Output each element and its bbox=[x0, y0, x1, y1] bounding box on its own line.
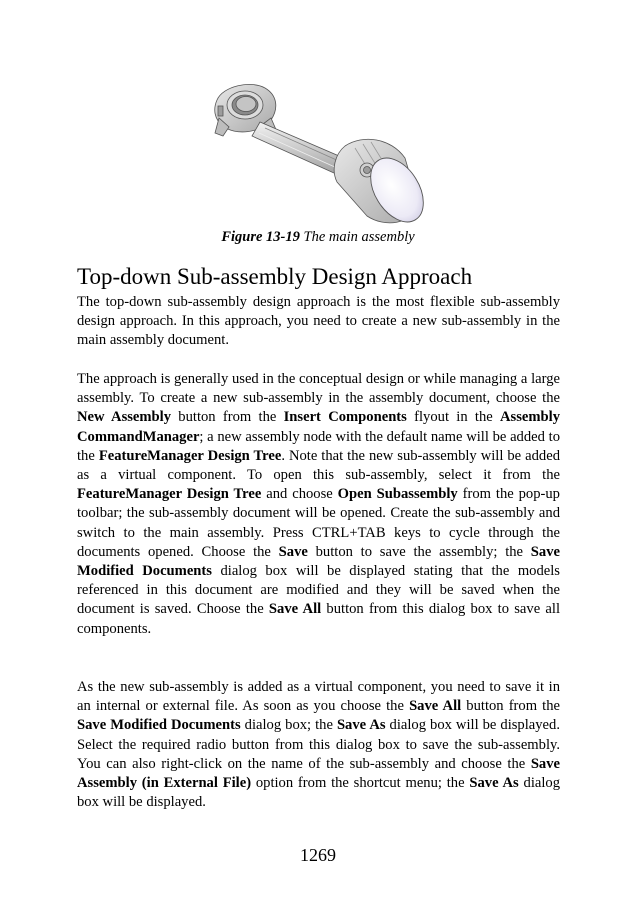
text-run: button to save the assembly; the bbox=[307, 543, 531, 560]
figure-label: Figure 13-19 bbox=[221, 229, 300, 245]
figure-caption-text: The main assembly bbox=[303, 229, 415, 245]
bold-term: Save Assembly (in External File) bbox=[77, 755, 560, 792]
text-run: ; a new assembly node with the default name will be added to the bbox=[77, 428, 560, 464]
bold-term: Save Modified Documents bbox=[77, 717, 241, 734]
text-run: and choose bbox=[261, 486, 338, 503]
text-run: As the new sub-assembly is added as a virtual component, you need to save it in an internal or external file. As soon as you choose the bbox=[77, 679, 560, 715]
bold-term: Save As bbox=[336, 717, 386, 734]
text-run: dialog box will be displayed stating that the models referenced in this document are modified and they will be saved when the document is saved. Choose the bbox=[77, 563, 560, 618]
paragraph-2 bbox=[77, 370, 560, 639]
piston-connecting-rod-assembly-icon bbox=[205, 78, 425, 230]
text-run: flyout in the bbox=[406, 409, 500, 426]
paragraph-1 bbox=[77, 293, 560, 351]
bold-term: Save All bbox=[409, 698, 462, 715]
text-run: dialog box; the bbox=[240, 717, 337, 734]
bold-term: New Assembly bbox=[77, 409, 172, 426]
bold-term: Open Subassembly bbox=[337, 486, 458, 503]
text-run: button from this dialog box to save all components. bbox=[77, 601, 560, 637]
page-number: 1269 bbox=[300, 845, 336, 865]
bold-term: Save All bbox=[268, 601, 322, 618]
figure-caption bbox=[0, 229, 636, 246]
text-run: dialog box will be displayed. bbox=[77, 775, 561, 811]
bold-term: Save As bbox=[469, 775, 519, 792]
bold-term: Insert Components bbox=[283, 409, 407, 426]
text-run: from the pop-up toolbar; the sub-assembly document will be opened. Create the sub-assembly and switch to the main assembly. Press CTRL+TAB keys to cycle through the documents opened. Choose the bbox=[77, 486, 560, 560]
text-run: The top-down sub-assembly design approach is the most flexible sub-assembly design approach. In this approach, you need to create a new sub-assembly in the main assembly document. bbox=[77, 294, 560, 349]
text-run: option from the shortcut menu; the bbox=[251, 775, 470, 792]
text-run: . Note that the new sub-assembly will be added as a virtual component. To open this sub-assembly, select it from the bbox=[77, 447, 560, 484]
text-run: The approach is generally used in the conceptual design or while managing a large assembly. To create a new sub-assembly in the assembly document, choose the bbox=[77, 371, 560, 407]
bold-term: FeatureManager Design Tree bbox=[77, 486, 262, 503]
bold-term: Save bbox=[278, 543, 308, 560]
text-run: dialog box will be displayed. Select the required radio button from this dialog box to save the sub-assembly. You can also right-click on the name of the sub-assembly and choose the bbox=[77, 717, 560, 772]
text-run: button from the bbox=[461, 698, 560, 715]
bold-term: Assembly CommandManager bbox=[77, 409, 560, 445]
bold-term: FeatureManager Design Tree bbox=[98, 447, 282, 464]
section-heading: Top-down Sub-assembly Design Approach bbox=[77, 264, 473, 289]
bold-term: Save Modified Documents bbox=[77, 543, 560, 580]
text-run: button from the bbox=[171, 409, 284, 426]
paragraph-3 bbox=[77, 678, 560, 812]
